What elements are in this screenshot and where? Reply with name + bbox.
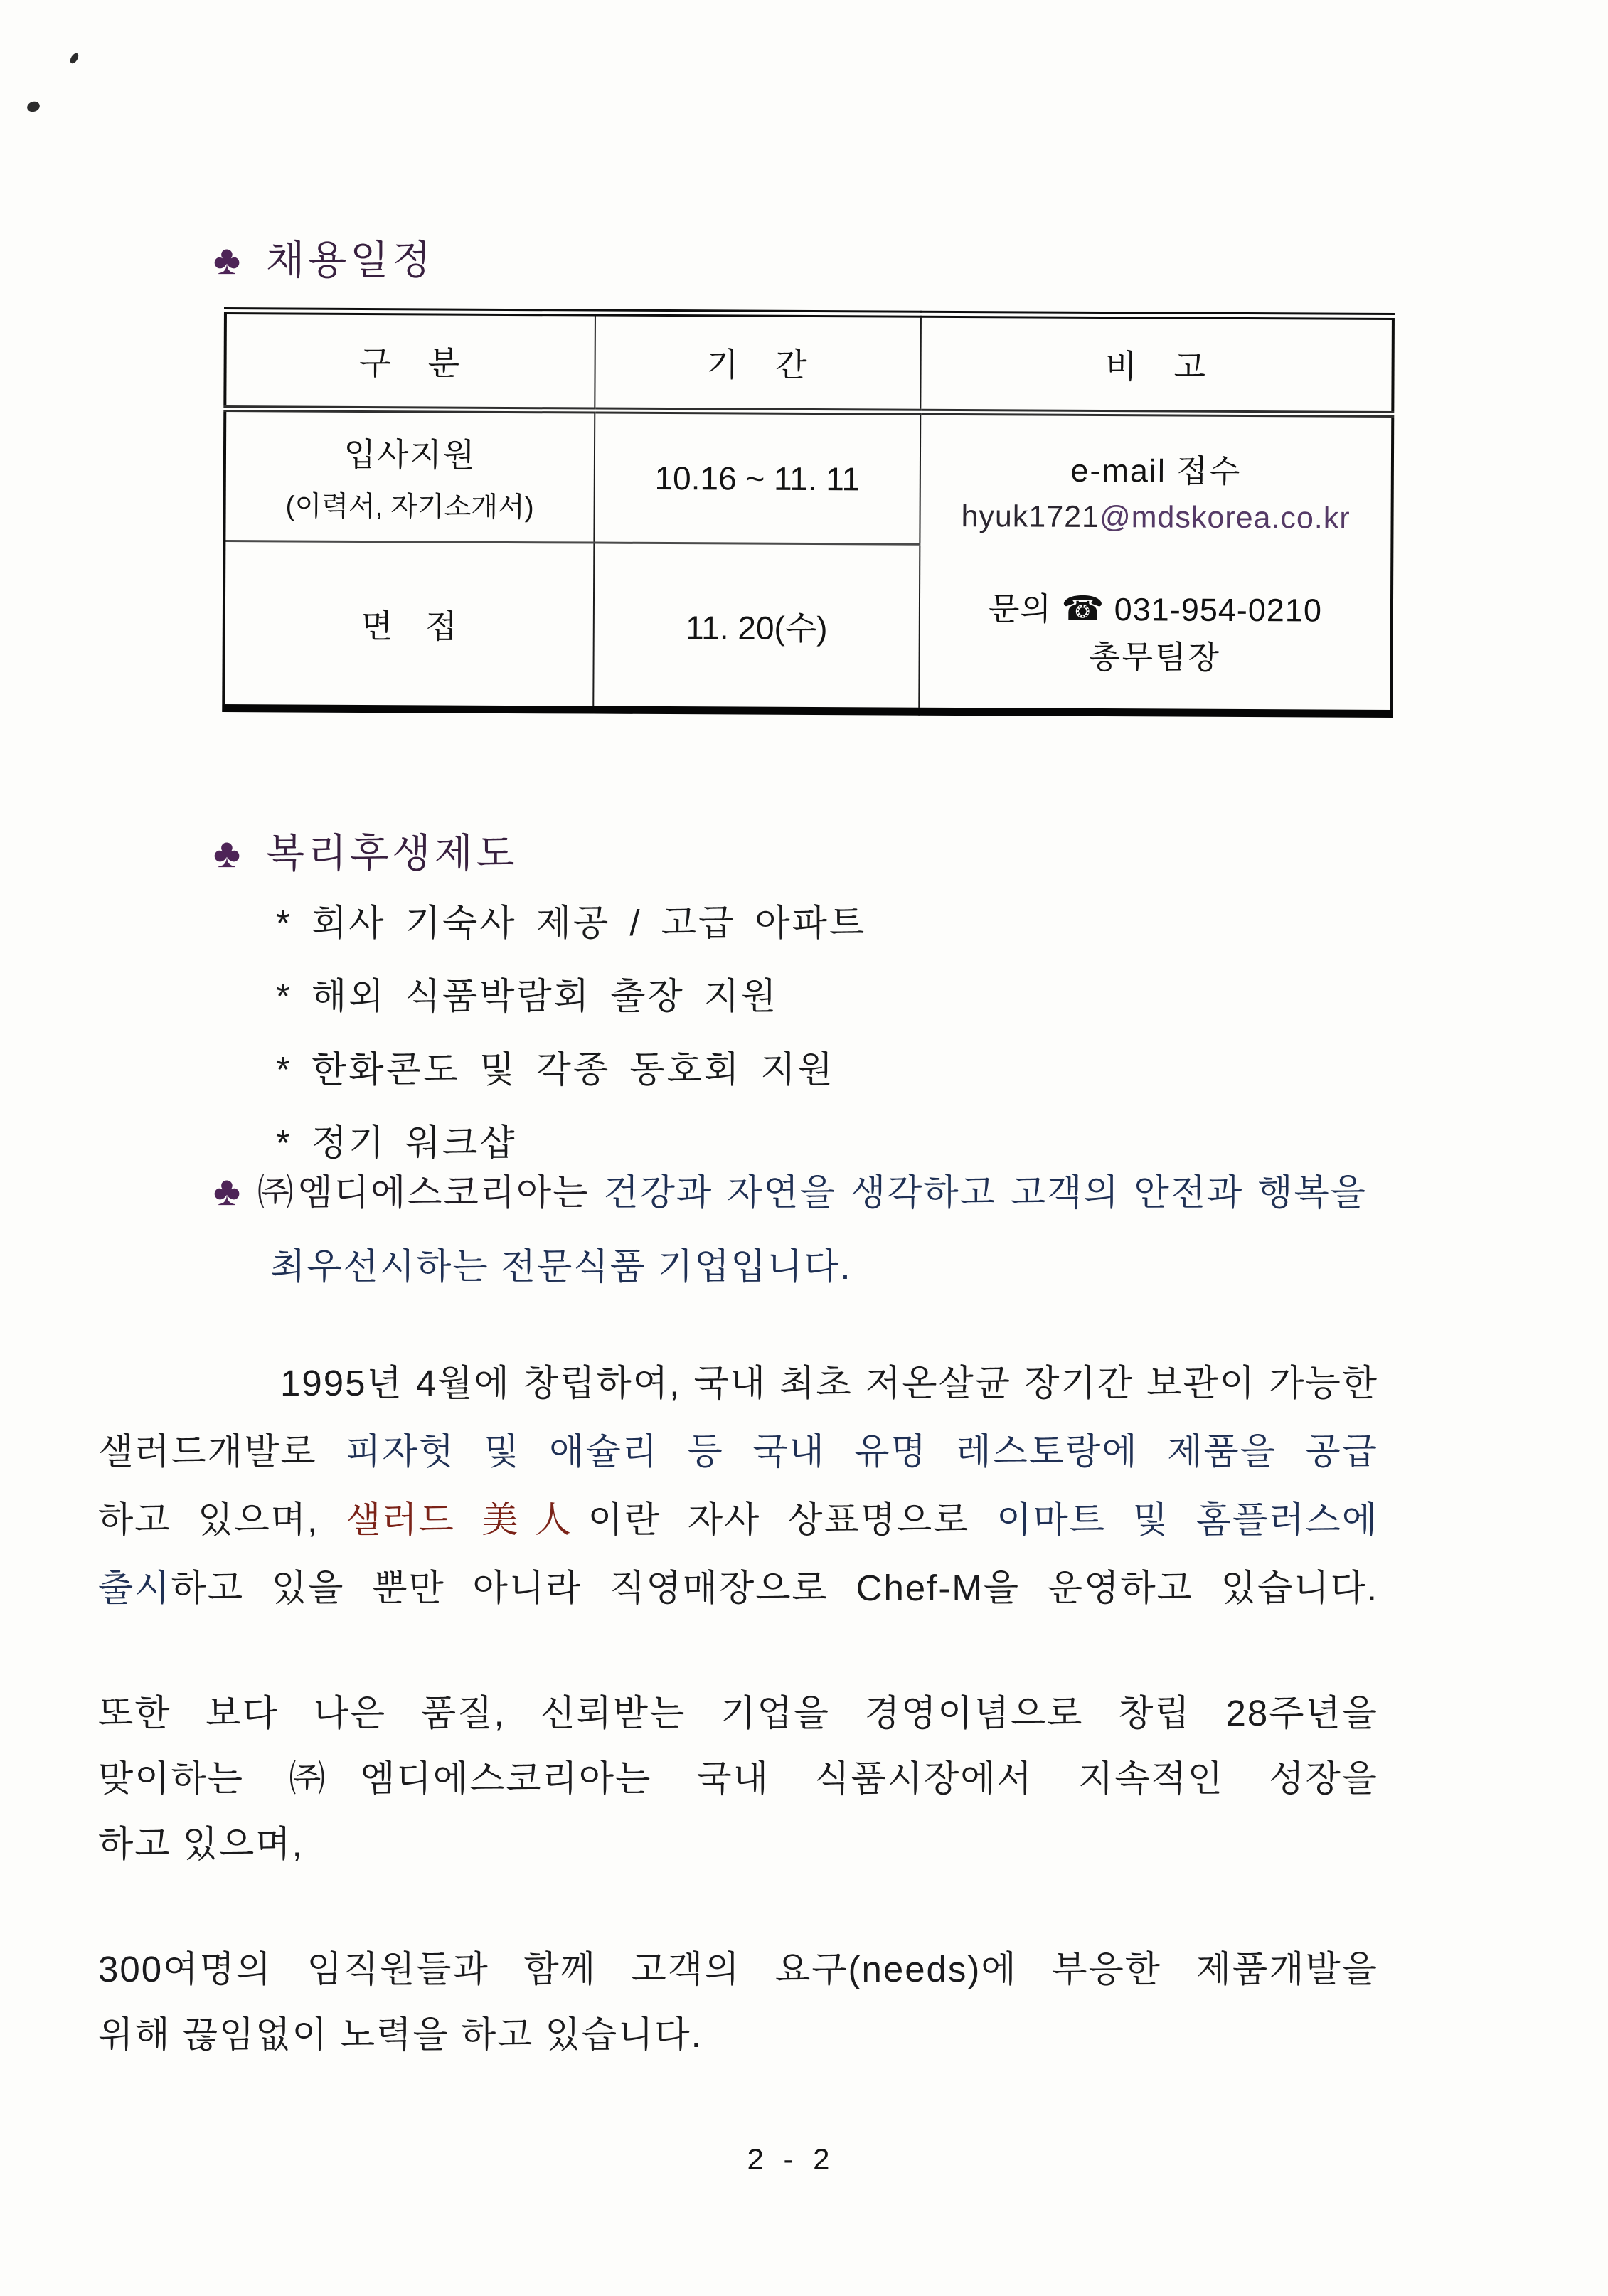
welfare-item: * 회사 기숙사 제공 / 고급 아파트: [276, 903, 867, 943]
history-line-3: [98, 1499, 1378, 1541]
scan-speck-icon: [26, 100, 41, 114]
history-text-highlight: 피자헛 및 애슐리 등 국내 유명 레스토랑에 제품을 공급: [346, 1431, 1379, 1472]
page-number: 2 - 2: [747, 2142, 836, 2176]
welfare-list: [276, 903, 866, 1162]
recruit-schedule-title: 채용일정: [266, 238, 435, 282]
col-header-category: 구 분: [225, 311, 595, 410]
history-text: 이란 자사 상표명으로: [587, 1499, 970, 1540]
club-icon: ♣: [213, 1168, 243, 1214]
history-text: 하고 있을 뿐만 아니라 직영매장으로 Chef-M을 운영하고 있습니다.: [171, 1568, 1378, 1608]
history-text-highlight: 이마트 및 홈플러스에: [996, 1499, 1379, 1540]
apply-period-cell: 10.16 ~ 11. 11: [594, 410, 920, 544]
workforce-line-2: 위해 끊임없이 노력을 하고 있습니다.: [98, 2014, 703, 2055]
recruit-schedule-table: [222, 307, 1395, 718]
phone-icon: ☎: [1061, 590, 1105, 629]
contact-block: [920, 592, 1391, 674]
welfare-item: * 해외 식품박람회 출장 지원: [276, 976, 779, 1017]
welfare-heading: [213, 822, 518, 879]
inquiry-label: 문의: [988, 590, 1053, 627]
col-header-period: 기 간: [595, 313, 921, 413]
inquiry-line: [920, 592, 1390, 628]
col-header-remarks: 비 고: [920, 314, 1393, 415]
scan-speck-icon: [68, 52, 80, 65]
intro-text: 건강과 자연을 생각하고 고객의 안전과 행복을: [603, 1172, 1368, 1213]
company-intro-line-2: 최우선시하는 전문식품 기업입니다.: [270, 1246, 852, 1287]
interview-period-cell: 11. 20(수): [593, 543, 920, 711]
phone-number: 031-954-0210: [1114, 591, 1323, 629]
welfare-item: * 정기 워크샵: [276, 1122, 517, 1164]
history-text-highlight: 출시: [98, 1568, 171, 1608]
growth-line-1: 또한 보다 나은 품질, 신뢰받는 기업을 경영이념으로 창립 28주년을: [98, 1693, 1378, 1733]
email-block: [920, 454, 1391, 534]
history-line-1: 1995년 4월에 창립하여, 국내 최초 저온살균 장기간 보관이 가능한: [280, 1363, 1378, 1403]
history-line-4: [98, 1568, 1378, 1610]
apply-category-cell: [224, 409, 595, 543]
email-domain: @mdskorea.co.kr: [1099, 500, 1351, 536]
company-name: ㈜엠디에스코리아는: [257, 1172, 590, 1213]
recruit-schedule-heading: [213, 229, 434, 286]
brand-name-highlight: 샐러드 美人: [345, 1499, 588, 1540]
contact-title: 총무팀장: [1089, 638, 1222, 676]
apply-row: [224, 409, 1393, 547]
remarks-cell: [919, 412, 1393, 713]
interview-category-cell: 면 접: [361, 607, 457, 645]
growth-line-3: 하고 있으며,: [98, 1824, 304, 1864]
club-icon: ♣: [213, 830, 241, 876]
history-line-2: [98, 1431, 1378, 1473]
apply-category-sub: (이력서, 자기소개서): [285, 491, 534, 523]
company-intro-line-1: [213, 1168, 1367, 1216]
growth-line-2: 맞이하는 ㈜엠디에스코리아는 국내 식품시장에서 지속적인 성장을: [98, 1758, 1378, 1799]
history-text: 하고 있으며,: [98, 1499, 319, 1540]
workforce-line-1: 300여명의 임직원들과 함께 고객의 요구(needs)에 부응한 제품개발을: [98, 1949, 1378, 1989]
welfare-title: 복리후생제도: [266, 831, 518, 876]
table-header-row: [225, 311, 1393, 415]
club-icon: ♣: [213, 237, 241, 283]
apply-category-main: 입사지원: [344, 435, 476, 474]
email-address: [920, 501, 1390, 534]
remarks-content: [920, 415, 1391, 710]
history-text: 샐러드개발로: [98, 1431, 317, 1472]
welfare-item: * 한화콘도 및 각종 동호회 지원: [276, 1049, 835, 1090]
email-user: hyuk1721: [961, 499, 1100, 535]
email-method-label: e-mail 접수: [1070, 452, 1242, 489]
